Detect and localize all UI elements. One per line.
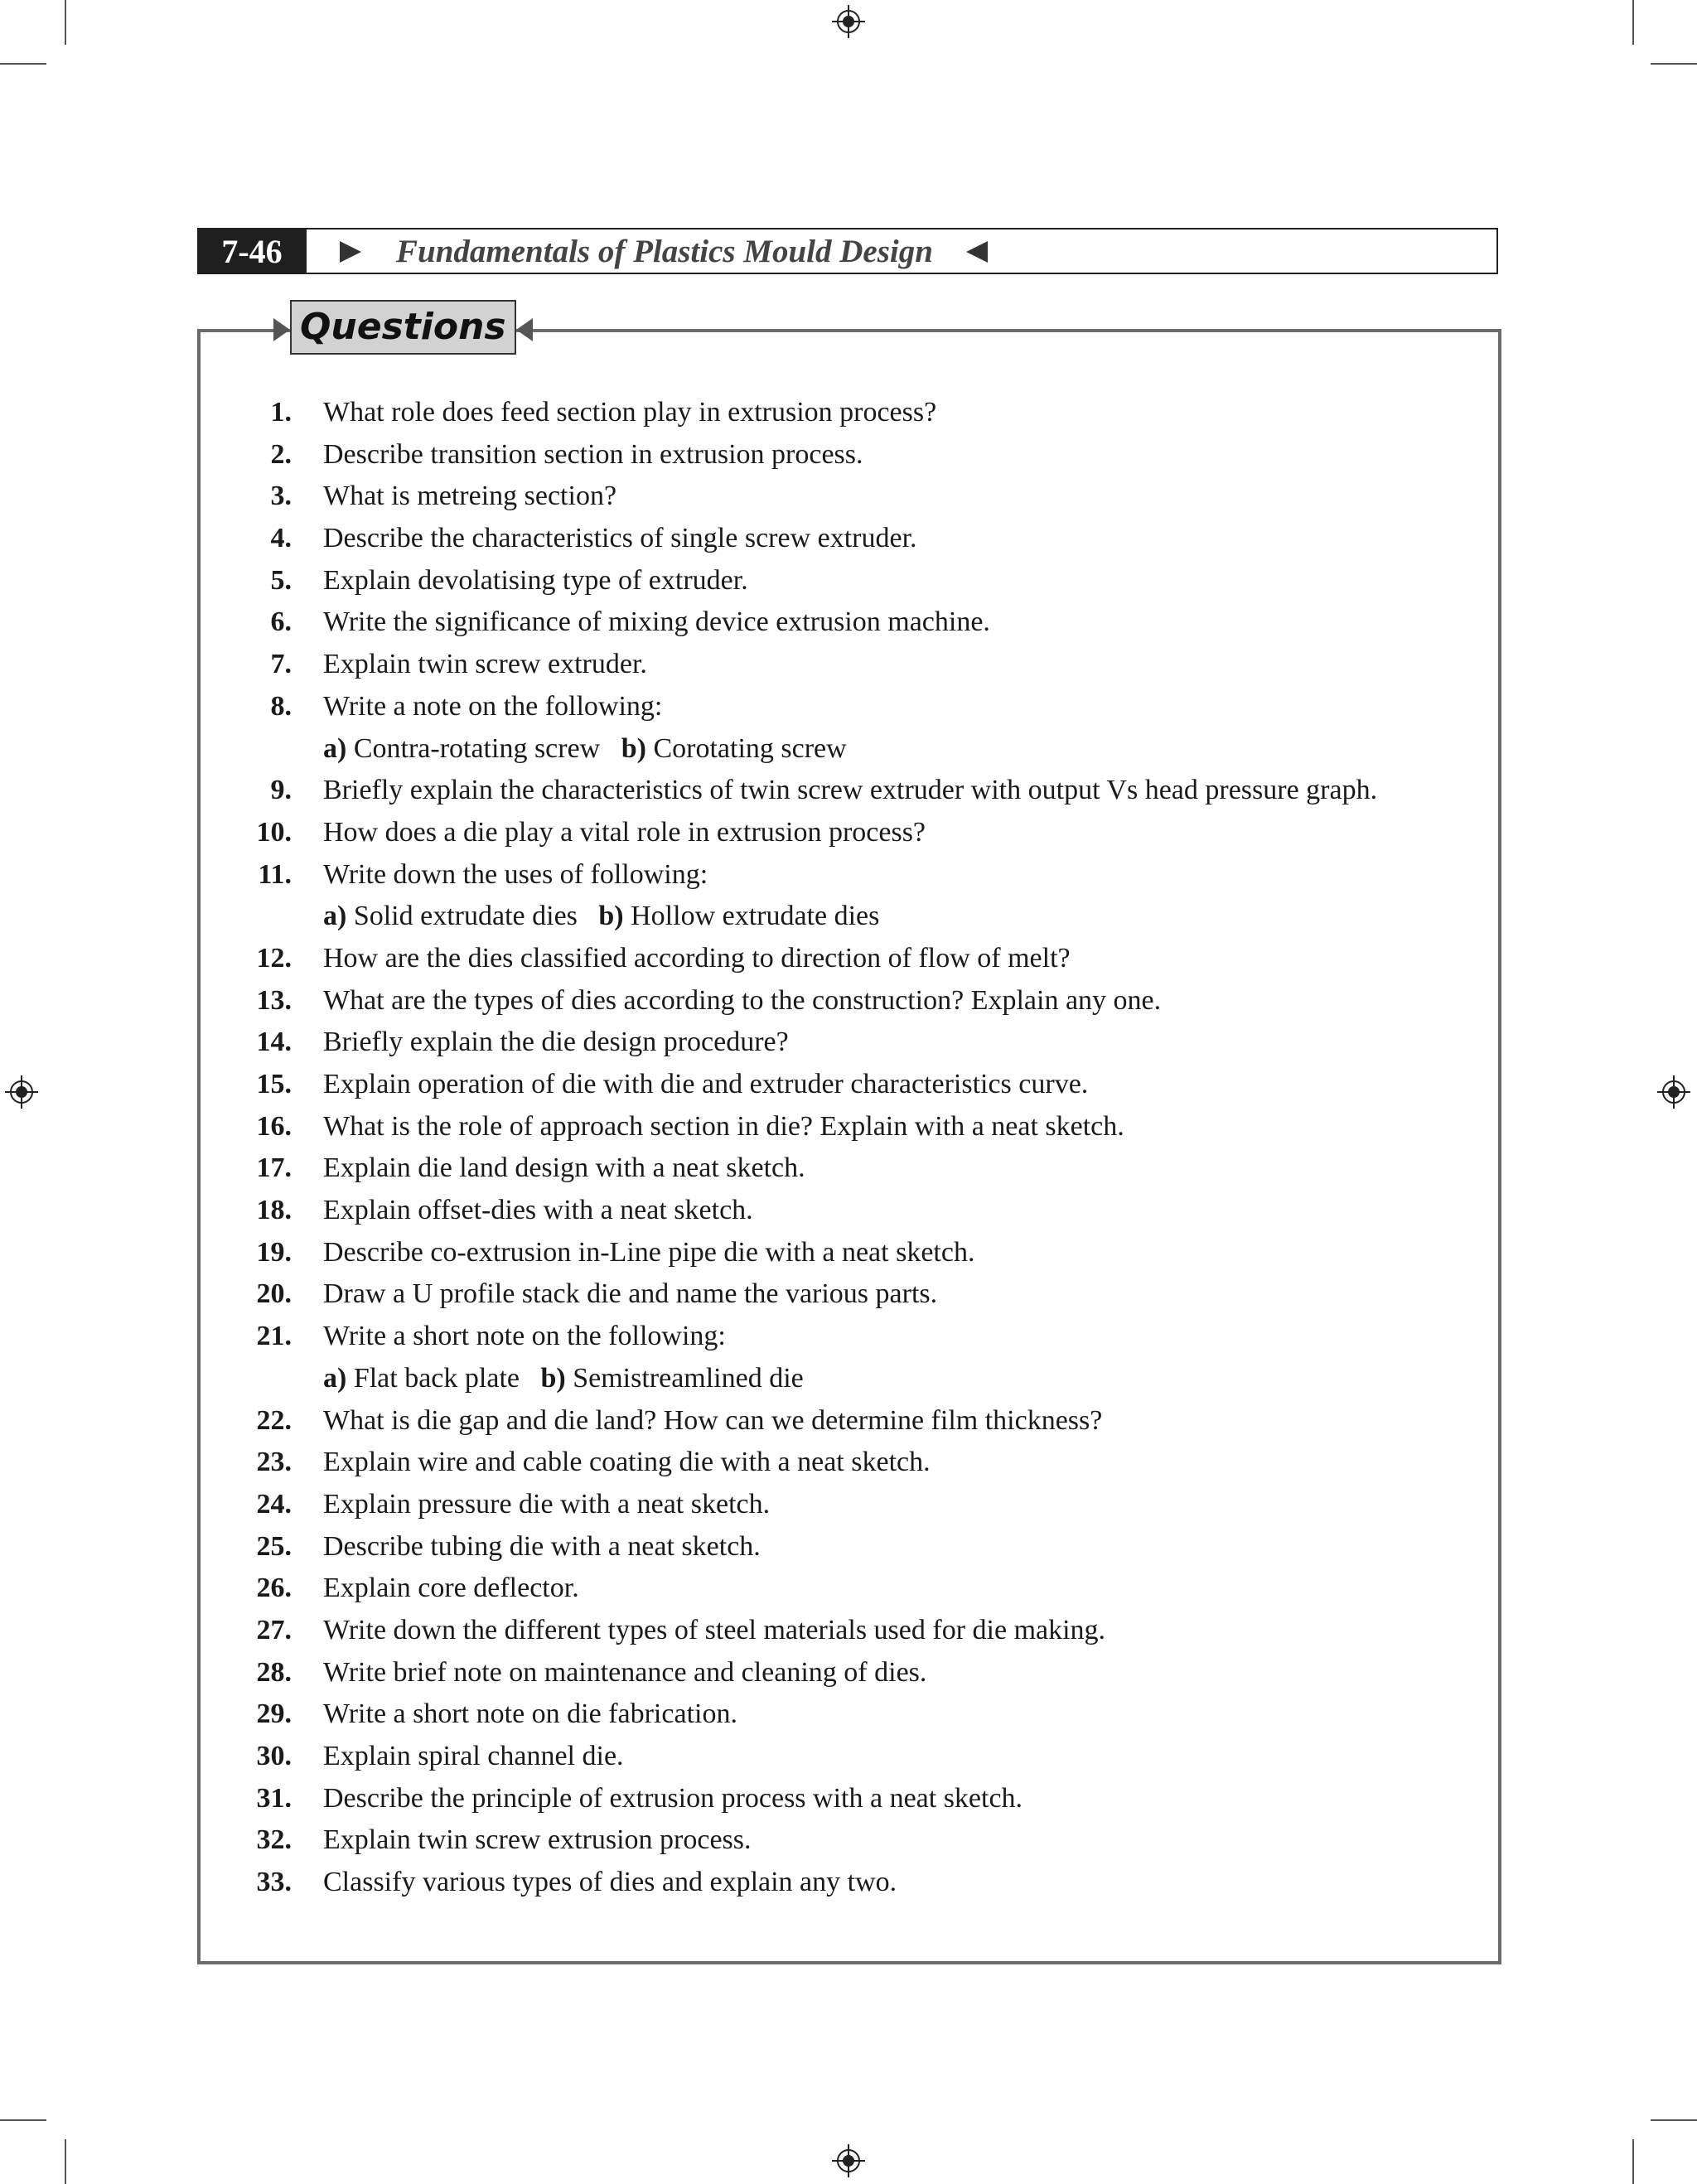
list-item — [232, 564, 1450, 597]
list-item — [232, 1698, 1450, 1731]
question-number: 31. — [256, 1782, 292, 1814]
question-text: Explain pressure die with a neat sketch. — [323, 1488, 771, 1520]
question-number: 6. — [270, 606, 292, 638]
question-text: What is the role of approach section in die? Explain with a neat sketch. — [323, 1110, 1124, 1142]
book-title: Fundamentals of Plastics Mould Design — [396, 234, 933, 269]
list-item — [232, 1026, 1450, 1059]
list-item — [232, 774, 1450, 807]
question-text: Write down the different types of steel materials used for die making. — [323, 1614, 1106, 1645]
list-item — [232, 396, 1450, 429]
list-item — [232, 1278, 1450, 1311]
question-number: 18. — [256, 1195, 292, 1226]
question-text: What is die gap and die land? How can we determine film thickness? — [323, 1404, 1103, 1436]
question-text: Explain spiral channel die. — [323, 1741, 624, 1771]
subpart-b-text: Hollow extrudate dies — [631, 901, 880, 932]
list-item — [232, 816, 1450, 849]
question-text: Write down the uses of following: — [323, 858, 708, 890]
list-item — [232, 1866, 1450, 1899]
triangle-left-icon — [966, 241, 988, 263]
registration-mark-icon — [5, 1075, 38, 1109]
question-text: What are the types of dies according to the construction? Explain any one. — [323, 984, 1162, 1016]
question-number: 2. — [270, 438, 292, 470]
question-number: 11. — [258, 858, 292, 890]
list-item — [232, 1782, 1450, 1815]
question-subparts — [232, 732, 1450, 766]
list-item — [232, 1488, 1450, 1521]
subpart-b-label: b) — [540, 1362, 566, 1394]
question-subparts — [232, 900, 1450, 933]
question-text: Briefly explain the die design procedure? — [323, 1027, 789, 1058]
list-item — [232, 1110, 1450, 1143]
list-item — [232, 942, 1450, 975]
list-item — [232, 1614, 1450, 1647]
question-number: 5. — [270, 564, 292, 596]
crop-mark — [1632, 0, 1634, 45]
triangle-right-icon — [273, 318, 290, 341]
question-number: 4. — [270, 523, 292, 554]
question-text: Explain core deflector. — [323, 1573, 579, 1604]
question-number: 9. — [270, 775, 292, 806]
question-number: 10. — [256, 816, 292, 848]
subpart-a-text: Contra-rotating screw — [353, 732, 601, 764]
list-item — [232, 1824, 1450, 1857]
question-number: 13. — [256, 984, 292, 1016]
question-text: Write the significance of mixing device extrusion machine. — [323, 606, 990, 638]
crop-mark — [65, 2139, 66, 2184]
list-item — [232, 1572, 1450, 1605]
question-text: Briefly explain the characteristics of twin screw extruder with output Vs head pressure graph. — [323, 775, 1378, 806]
question-text: Classify various types of dies and explain any two. — [323, 1867, 897, 1898]
question-text: Write a short note on die fabrication. — [323, 1698, 737, 1730]
question-text: How does a die play a vital role in extrusion process? — [323, 816, 926, 848]
question-number: 33. — [256, 1867, 292, 1898]
question-number: 17. — [256, 1152, 292, 1184]
crop-mark — [1632, 2139, 1634, 2184]
question-text: Write a short note on the following: — [323, 1321, 726, 1352]
question-number: 15. — [256, 1069, 292, 1099]
list-item — [232, 438, 1450, 471]
list-item — [232, 1068, 1450, 1101]
question-number: 32. — [256, 1824, 292, 1856]
question-number: 27. — [256, 1614, 292, 1645]
question-number: 25. — [256, 1530, 292, 1562]
question-text: Draw a U profile stack die and name the various parts. — [323, 1278, 938, 1310]
question-number: 28. — [256, 1656, 292, 1688]
crop-mark — [0, 2119, 46, 2121]
registration-mark-icon — [832, 2144, 865, 2177]
question-number: 1. — [270, 397, 292, 428]
question-text: Explain devolatising type of extruder. — [323, 564, 748, 596]
question-number: 19. — [256, 1236, 292, 1268]
question-number: 26. — [256, 1573, 292, 1604]
question-number: 3. — [270, 481, 292, 512]
question-text: Explain twin screw extruder. — [323, 649, 647, 680]
list-item — [232, 1236, 1450, 1269]
question-number: 20. — [256, 1278, 292, 1310]
list-item — [232, 1446, 1450, 1479]
question-text: Write a note on the following: — [323, 690, 663, 722]
question-text: Explain wire and cable coating die with a neat sketch. — [323, 1447, 931, 1478]
question-text: How are the dies classified according to direction of flow of melt? — [323, 942, 1071, 974]
list-item — [232, 606, 1450, 639]
question-text: Explain twin screw extrusion process. — [323, 1824, 752, 1856]
list-item — [232, 522, 1450, 555]
question-number: 21. — [256, 1321, 292, 1352]
question-number: 16. — [256, 1110, 292, 1142]
subpart-a-label: a) — [323, 901, 347, 932]
subpart-a-text: Flat back plate — [353, 1362, 520, 1394]
triangle-left-icon — [516, 318, 533, 341]
question-text: Write brief note on maintenance and cleaning of dies. — [323, 1656, 927, 1688]
list-item — [232, 1530, 1450, 1563]
list-item — [232, 1194, 1450, 1227]
list-item — [232, 984, 1450, 1017]
question-subparts — [232, 1362, 1450, 1395]
subpart-b-label: b) — [598, 901, 624, 932]
subpart-b-text: Semistreamlined die — [573, 1362, 804, 1394]
list-item — [232, 648, 1450, 681]
page-number: 7-46 — [197, 228, 307, 274]
question-number: 8. — [270, 690, 292, 722]
question-number: 23. — [256, 1447, 292, 1478]
question-number: 14. — [256, 1027, 292, 1058]
question-number: 12. — [256, 942, 292, 974]
subpart-a-label: a) — [323, 1362, 347, 1394]
question-text: Describe the characteristics of single screw extruder. — [323, 523, 917, 554]
running-header — [197, 228, 1498, 274]
subpart-b-label: b) — [621, 732, 646, 764]
question-number: 30. — [256, 1741, 292, 1771]
question-text: Describe tubing die with a neat sketch. — [323, 1530, 761, 1562]
list-item — [232, 1740, 1450, 1773]
registration-mark-icon — [1657, 1075, 1690, 1109]
list-item — [232, 1152, 1450, 1185]
section-title: Questions — [290, 300, 516, 355]
question-number: 22. — [256, 1404, 292, 1436]
crop-mark — [65, 0, 66, 45]
list-item — [232, 690, 1450, 723]
question-number: 24. — [256, 1488, 292, 1520]
triangle-right-icon — [340, 241, 361, 263]
question-text: What role does feed section play in extrusion process? — [323, 397, 937, 428]
list-item — [232, 1404, 1450, 1437]
question-number: 29. — [256, 1698, 292, 1730]
question-text: Describe transition section in extrusion process. — [323, 438, 863, 470]
crop-mark — [1651, 63, 1697, 65]
subpart-b-text: Corotating screw — [653, 732, 847, 764]
subpart-a-text: Solid extrudate dies — [353, 901, 578, 932]
question-text: Describe the principle of extrusion process with a neat sketch. — [323, 1782, 1023, 1814]
question-text: Explain offset-dies with a neat sketch. — [323, 1195, 753, 1226]
crop-mark — [1651, 2119, 1697, 2121]
list-item — [232, 1320, 1450, 1353]
question-text: Explain operation of die with die and extruder characteristics curve. — [323, 1069, 1089, 1099]
registration-mark-icon — [832, 5, 865, 38]
crop-mark — [0, 63, 46, 65]
question-list — [232, 396, 1450, 1908]
question-text: Describe co-extrusion in-Line pipe die with a neat sketch. — [323, 1236, 975, 1268]
question-number: 7. — [270, 649, 292, 680]
subpart-a-label: a) — [323, 732, 347, 764]
list-item — [232, 858, 1450, 891]
question-text: What is metreing section? — [323, 481, 617, 512]
list-item — [232, 1656, 1450, 1689]
list-item — [232, 480, 1450, 513]
question-text: Explain die land design with a neat sketch. — [323, 1152, 805, 1184]
